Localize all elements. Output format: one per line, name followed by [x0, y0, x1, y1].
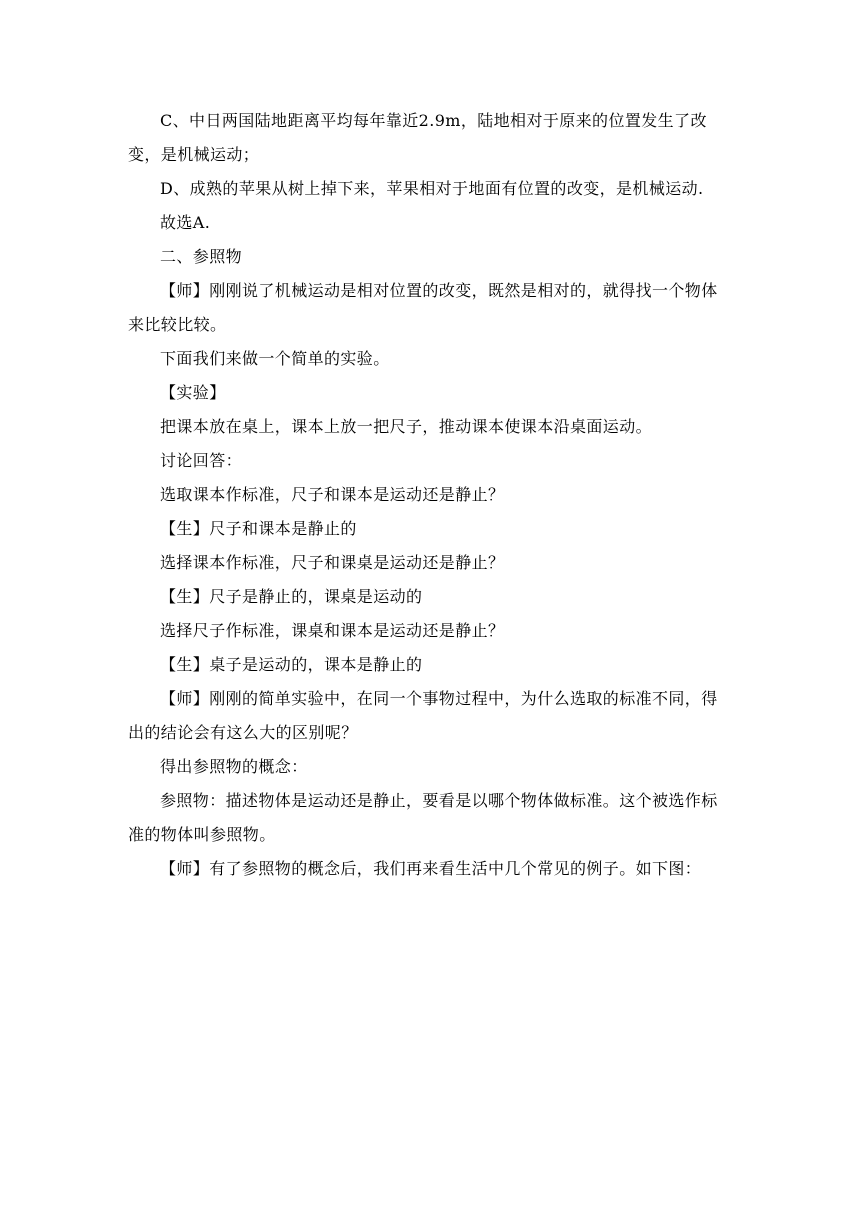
concept-definition: 参照物：描述物体是运动还是静止，要看是以哪个物体做标准。这个被选作标准的物体叫参照物。	[128, 791, 718, 844]
discussion-label: 讨论回答：	[160, 451, 243, 470]
paragraph-experiment-steps: 把课本放在桌上，课本上放一把尺子，推动课本使课本沿桌面运动。	[160, 417, 653, 436]
concept-label: 得出参照物的概念：	[160, 757, 308, 776]
paragraph-teacher-examples: 【师】有了参照物的概念后，我们再来看生活中几个常见的例子。如下图：	[160, 859, 702, 878]
answer-2: 【生】尺子是静止的，课桌是运动的	[160, 587, 423, 606]
question-2: 选择课本作标准，尺子和课桌是运动还是静止？	[160, 553, 505, 572]
question-3: 选择尺子作标准，课桌和课本是运动还是静止？	[160, 621, 505, 640]
question-1: 选取课本作标准，尺子和课本是运动还是静止？	[160, 485, 505, 504]
paragraph-answer: 故选A.	[160, 213, 211, 232]
paragraph-experiment-intro: 下面我们来做一个简单的实验。	[160, 349, 390, 368]
paragraph-teacher-question: 【师】刚刚的简单实验中，在同一个事物过程中，为什么选取的标准不同，得出的结论会有这么大的区别呢？	[128, 689, 718, 742]
answer-1: 【生】尺子和课本是静止的	[160, 519, 357, 538]
paragraph-teacher-intro: 【师】刚刚说了机械运动是相对位置的改变，既然是相对的，就得找一个物体来比较比较。	[128, 281, 718, 334]
document-body	[128, 104, 733, 886]
section-heading: 二、参照物	[160, 247, 243, 266]
answer-3: 【生】桌子是运动的，课本是静止的	[160, 655, 423, 674]
experiment-label: 【实验】	[160, 383, 226, 402]
paragraph-option-c: C、中日两国陆地距离平均每年靠近2.9m，陆地相对于原来的位置发生了改变，是机械运动；	[128, 111, 707, 164]
paragraph-option-d: D、成熟的苹果从树上掉下来，苹果相对于地面有位置的改变，是机械运动.	[160, 179, 704, 198]
